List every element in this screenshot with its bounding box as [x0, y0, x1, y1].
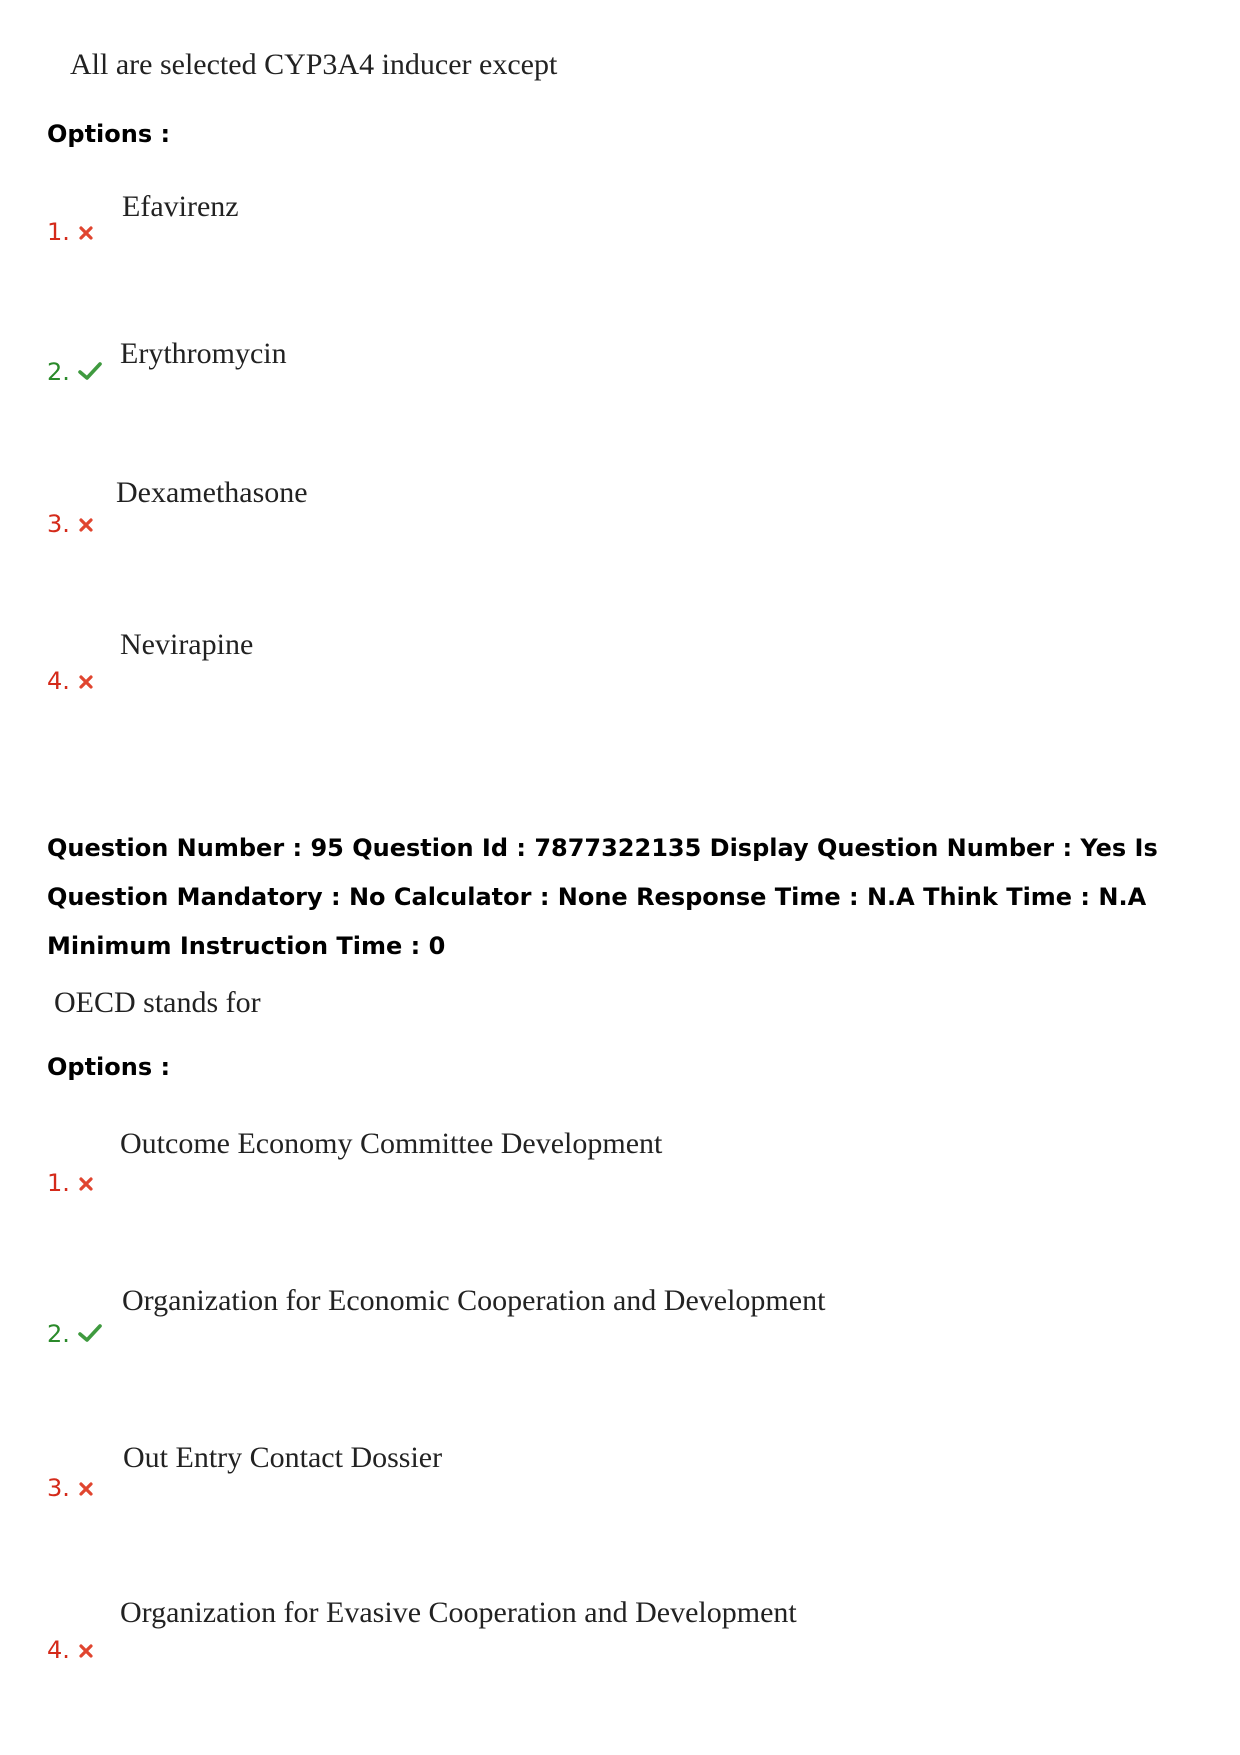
check-icon — [78, 359, 102, 387]
cross-icon — [78, 219, 94, 247]
cross-icon — [78, 1475, 94, 1503]
cross-icon — [78, 1170, 94, 1198]
cross-icon — [78, 511, 94, 539]
option-text: Organization for Economic Cooperation and Development — [122, 1284, 826, 1317]
option-text: Outcome Economy Committee Development — [120, 1127, 663, 1160]
option-text: Out Entry Contact Dossier — [123, 1441, 443, 1474]
option-text: Efavirenz — [122, 190, 239, 223]
options-label: Options : — [47, 120, 171, 148]
option-number: 4. — [47, 667, 94, 696]
option-number: 3. — [47, 510, 94, 539]
check-icon — [78, 1321, 102, 1349]
question-text: OECD stands for — [54, 986, 261, 1019]
option-text: Erythromycin — [120, 337, 287, 370]
option-number: 1. — [47, 218, 94, 247]
question-text: All are selected CYP3A4 inducer except — [70, 48, 558, 81]
option-number: 2. — [47, 1320, 102, 1349]
option-text: Nevirapine — [120, 628, 254, 661]
cross-icon — [78, 1637, 94, 1665]
option-number: 2. — [47, 358, 102, 387]
question-meta: Question Number : 95 Question Id : 7877322135 Display Question Number : Yes Is Question Mandatory : No Calculator : None Response Time : N.A Think Time : N.A Minimum Instruction Time : 0 — [47, 834, 1158, 960]
options-label: Options : — [47, 1053, 171, 1081]
option-number: 1. — [47, 1169, 94, 1198]
option-number: 3. — [47, 1474, 94, 1503]
option-text: Dexamethasone — [116, 476, 308, 509]
option-number: 4. — [47, 1636, 94, 1665]
cross-icon — [78, 668, 94, 696]
option-text: Organization for Evasive Cooperation and Development — [120, 1596, 797, 1629]
